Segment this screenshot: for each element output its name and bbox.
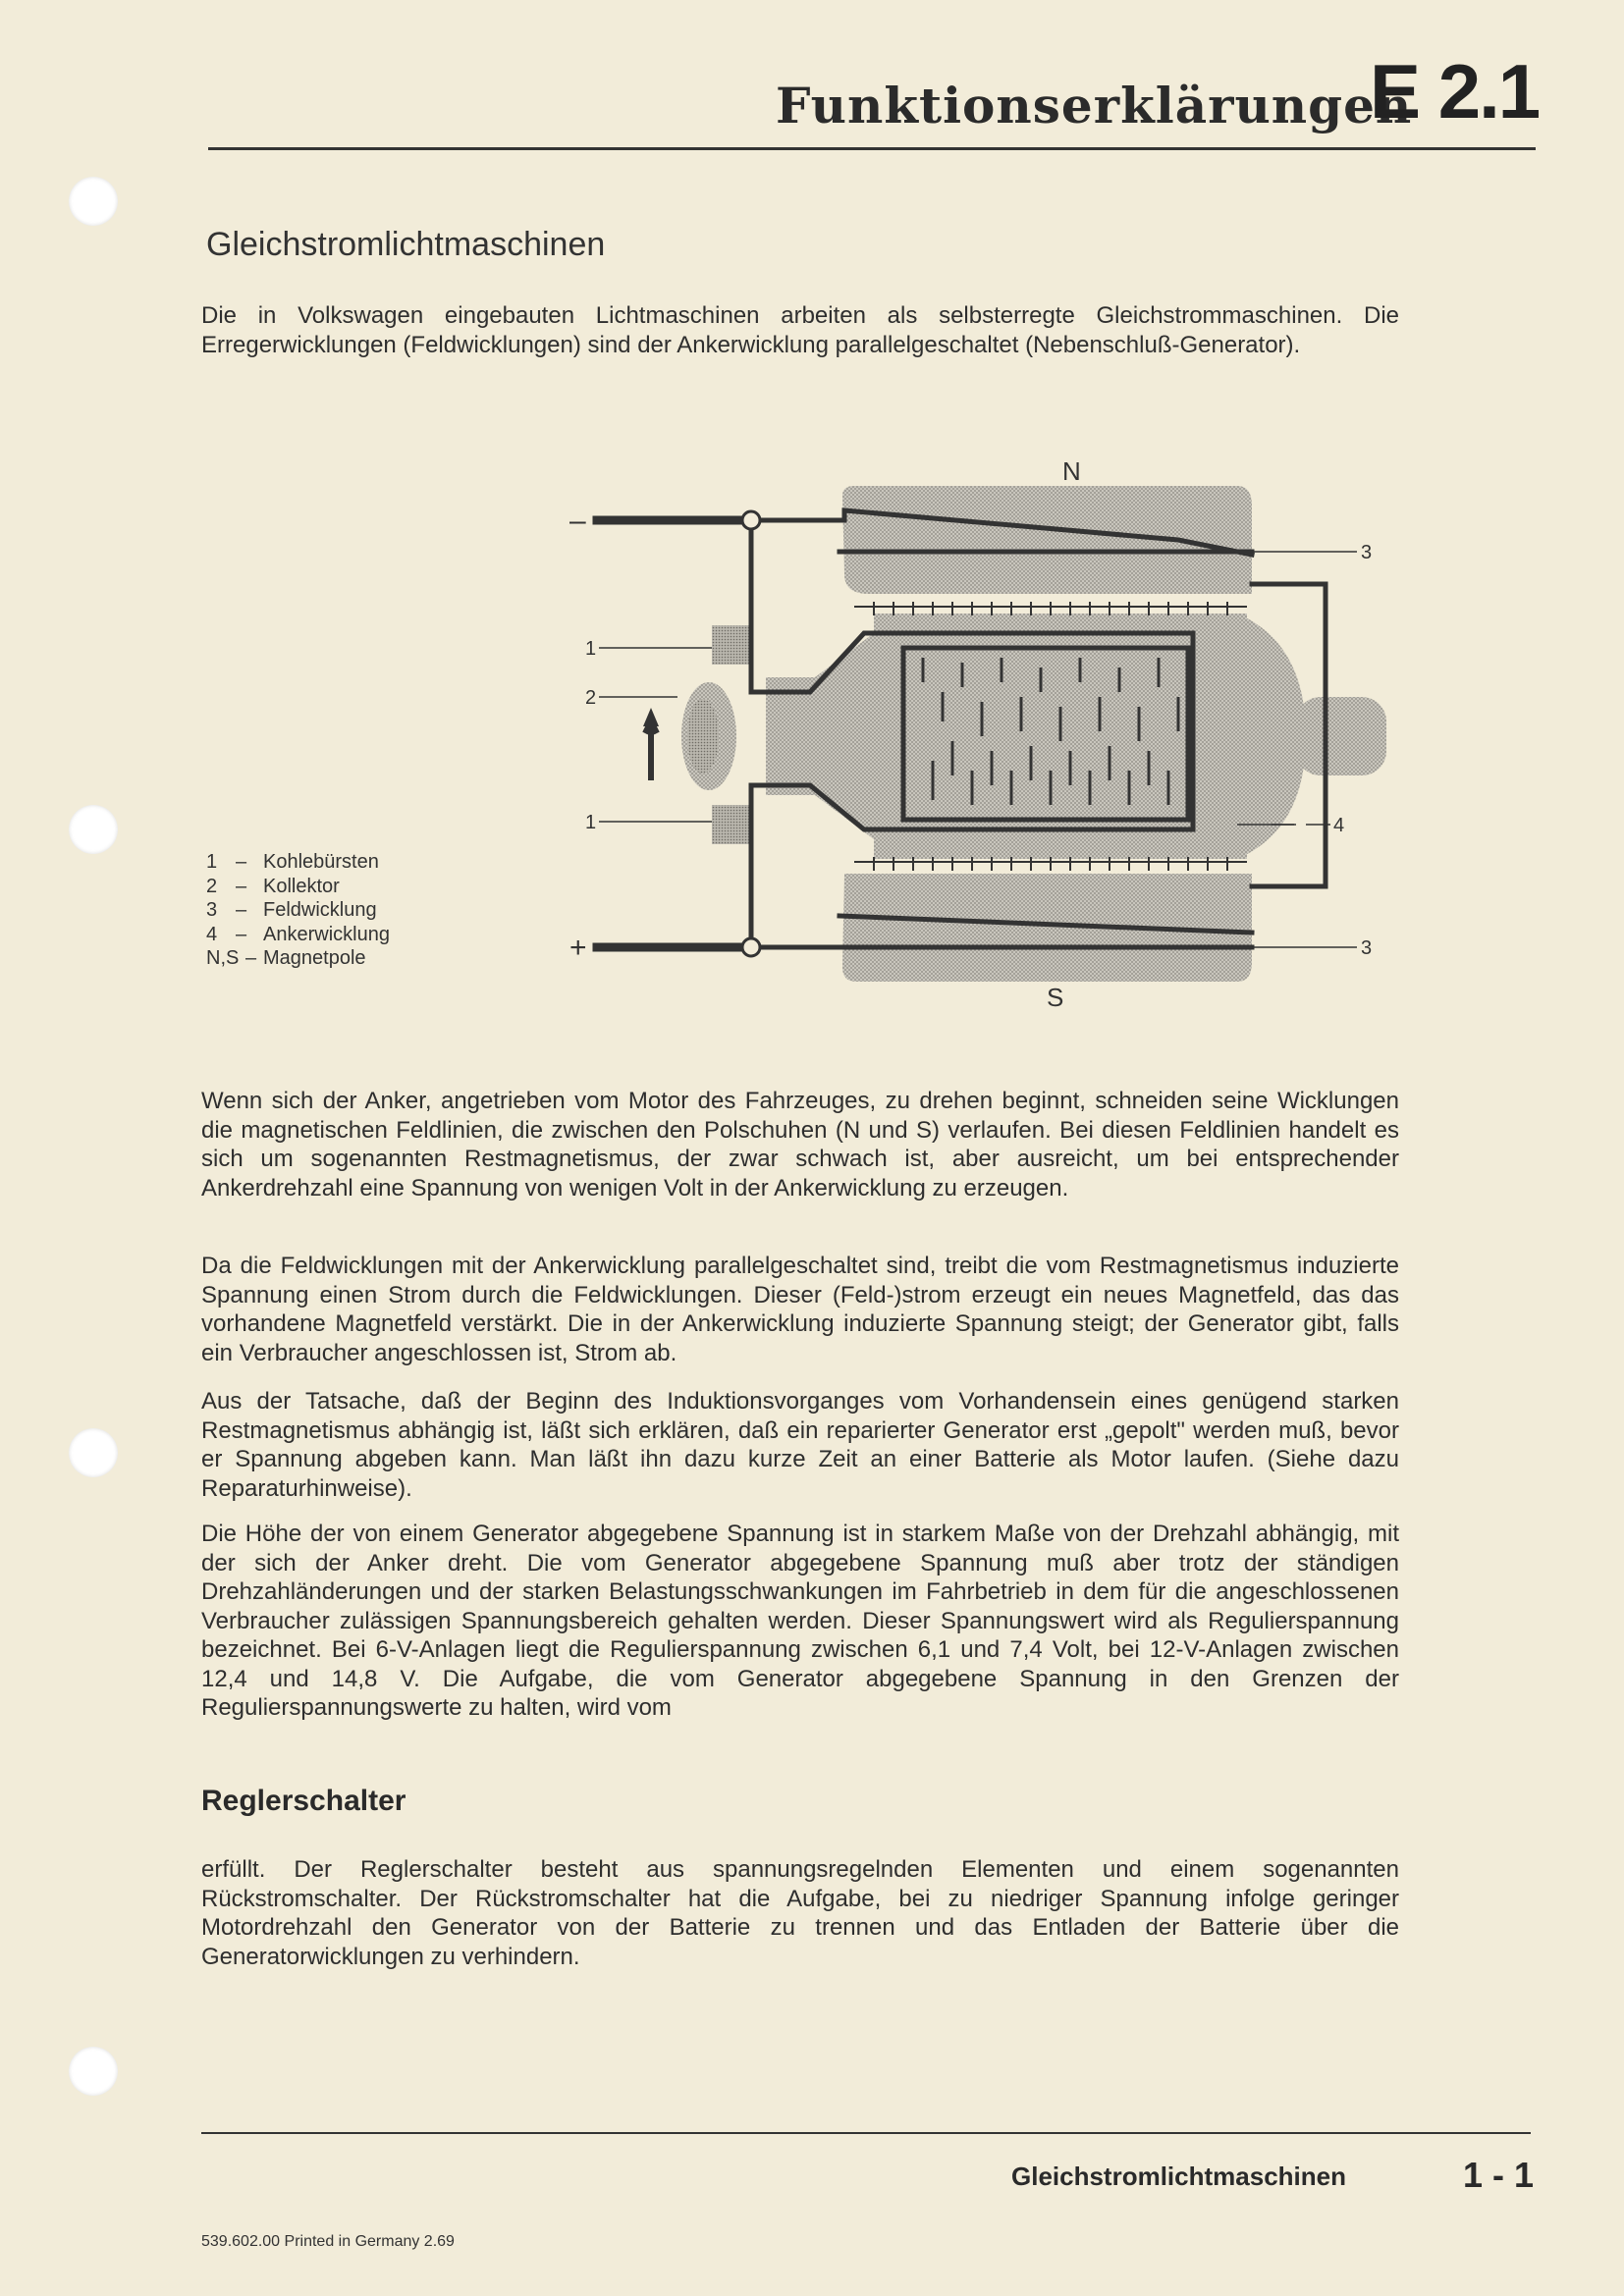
callout-4: 4: [1333, 815, 1345, 836]
generator-diagram: [550, 447, 1414, 1036]
legend-number: 1: [206, 851, 218, 873]
legend-number: 2: [206, 875, 218, 897]
intro-paragraph: Die in Volkswagen eingebauten Lichtmaschinen arbeiten als selbsterregte Gleichstrommaschinen. Die Erregerwicklungen (Feldwicklungen) sind der Ankerwicklung parallelgeschaltet (Nebenschluß-Generator).: [201, 302, 1399, 358]
binder-hole: [69, 177, 118, 226]
legend-text: Ankerwicklung: [263, 923, 390, 945]
armature-end: [1237, 614, 1306, 859]
legend-dash: –: [236, 899, 247, 921]
subsection-title: Reglerschalter: [201, 1785, 406, 1817]
body-paragraph: Da die Feldwicklungen mit der Ankerwicklung parallelgeschaltet sind, treibt die vom Restmagnetismus induzierte Spannung einen Strom durch die Feldwicklungen. Dieser (Feld-)strom erzeugt ein neues Magnetfeld, das das vorhandene Magnetfeld verstärkt. Die in der Ankerwicklung induzierte Spannung steigt; der Generator gibt, falls ein Verbraucher angeschlossen ist, Strom ab.: [201, 1253, 1399, 1366]
callout-2: 2: [585, 687, 597, 709]
diagram-legend: [206, 850, 390, 971]
legend-item: [206, 946, 390, 971]
callout-1-bottom: 1: [585, 812, 597, 833]
shaft: [1296, 697, 1386, 775]
legend-dash: –: [236, 851, 247, 873]
rotation-arrow: [645, 721, 657, 780]
legend-item: [206, 923, 390, 947]
legend-text: Magnetpole: [263, 947, 366, 969]
legend-dash: –: [236, 875, 247, 897]
legend-text: Kollektor: [263, 875, 340, 897]
section-title: Gleichstromlichtmaschinen: [206, 226, 606, 263]
legend-dash: –: [245, 947, 257, 969]
page-number: 1 - 1: [1463, 2155, 1535, 2195]
callout-1-top: 1: [585, 638, 597, 660]
header-rule: [208, 147, 1536, 150]
footer-title: Gleichstromlichtmaschinen: [1011, 2162, 1346, 2191]
legend-item: [206, 898, 390, 923]
label-north: N: [1062, 456, 1081, 486]
binder-hole: [69, 2047, 118, 2096]
label-minus: –: [569, 505, 586, 537]
footer-rule: [201, 2132, 1531, 2134]
legend-number: N,S: [206, 947, 240, 969]
body-paragraph: Wenn sich der Anker, angetrieben vom Motor des Fahrzeuges, zu drehen beginnt, schneiden seine Wicklungen die magnetischen Feldlinien, die zwischen den Polschuhen (N und S) verlaufen. Bei diesen Feldlinien handelt es sich um sogenannten Restmagnetismus, der zwar schwach ist, aber ausreicht, um bei entsprechender Ankerdrehzahl eine Spannung von wenigen Volt in der Ankerwicklung zu erzeugen.: [201, 1088, 1399, 1201]
binder-hole: [69, 1428, 118, 1477]
closing-paragraph: erfüllt. Der Reglerschalter besteht aus spannungsregelnden Elementen und einem sogenannten Rückstromschalter. Der Rückstromschalter hat die Aufgabe, bei zu niedriger Spannung infolge geringer Motordrehzahl den Generator von der Batterie zu trennen und das Entladen der Batterie über die Generatorwicklungen zu verhindern.: [201, 1856, 1399, 1970]
page-header-title: Funktionserklärungen: [776, 77, 1413, 134]
legend-item: [206, 850, 390, 875]
body-paragraph: Die Höhe der von einem Generator abgegebene Spannung ist in starkem Maße von der Drehzahl abhängig, mit der sich der Anker dreht. Die vom Generator abgegebene Spannung muß aber trotz der ständigen Drehzahländerungen und der starken Belastungsschwankungen im Fahrbetrieb in dem für die angeschlossenen Verbraucher zulässigen Spannungsbereich gehalten werden. Dieser Spannungswert wird als Regulierspannung bezeichnet. Bei 6-V-Anlagen liegt die Regulierspannung zwischen 6,1 und 7,4 Volt, bei 12-V-Anlagen zwischen 12,4 und 14,8 V. Die Aufgabe, die vom Generator abgegebene Spannung in den Grenzen der Regulierspannungswerte zu halten, wird vom: [201, 1521, 1399, 1721]
legend-number: 4: [206, 923, 218, 945]
legend-number: 3: [206, 899, 218, 921]
body-paragraph: Aus der Tatsache, daß der Beginn des Induktionsvorganges vom Vorhandensein eines genügend starken Restmagnetismus abhängig ist, läßt sich erklären, daß ein reparierter Generator erst „gepolt" werden muß, bevor er Spannung abgeben kann. Man läßt ihn dazu kurze Zeit an einer Batterie als Motor laufen. (Siehe dazu Reparaturhinweise).: [201, 1388, 1399, 1502]
callout-3-bottom: 3: [1361, 937, 1373, 959]
print-info: 539.602.00 Printed in Germany 2.69: [201, 2233, 455, 2250]
section-code: E 2.1: [1370, 48, 1540, 134]
label-south: S: [1047, 983, 1064, 1012]
label-plus: +: [569, 932, 587, 964]
terminal-negative: [742, 511, 760, 529]
brush-top: [712, 625, 751, 665]
binder-hole: [69, 805, 118, 854]
commutator: [766, 633, 874, 839]
legend-text: Feldwicklung: [263, 899, 377, 921]
legend-dash: –: [236, 923, 247, 945]
brush-bottom: [712, 805, 751, 844]
terminal-positive: [742, 938, 760, 956]
legend-text: Kohlebürsten: [263, 851, 379, 873]
callout-3-top: 3: [1361, 542, 1373, 563]
legend-item: [206, 875, 390, 899]
